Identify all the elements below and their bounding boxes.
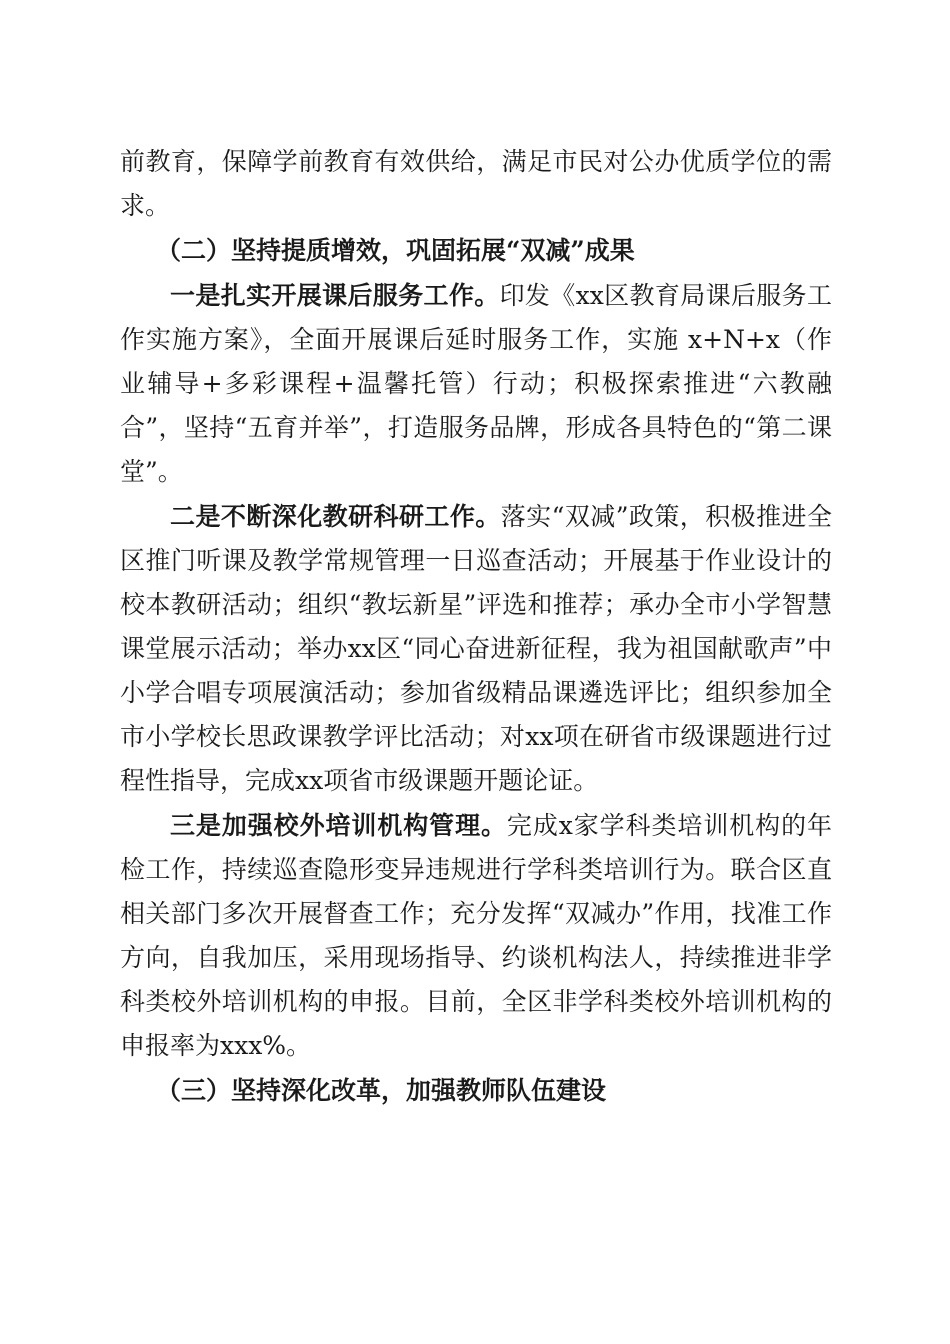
paragraph-body: 落实“双减”政策，积极推进全区推门听课及教学常规管理一日巡查活动；开展基于作业设计的校本教研活动；组织“教坛新星”评选和推荐；承办全市小学智慧课堂展示活动；举办xx区“同心奋进新征程，我为祖国献歌声”中小学合唱专项展演活动；参加省级精品课遴选评比；组织参加全市小学校长思政课教学评比活动；对xx项在研省市级课题进行过程性指导，完成xx项省市级课题开题论证。 xyxy=(120,502,832,795)
paragraph-training-institutions xyxy=(120,804,832,1068)
paragraph-body: 完成x家学科类培训机构的年检工作，持续巡查隐形变异违规进行学科类培训行为。联合区直相关部门多次开展督查工作；充分发挥“双减办”作用，找准工作方向，自我加压，采用现场指导、约谈机构法人，持续推进非学科类校外培训机构的申报。目前，全区非学科类校外培训机构的申报率为xxx%。 xyxy=(120,811,832,1060)
section-heading-2: （二）坚持提质增效，巩固拓展“双减”成果 xyxy=(156,236,635,265)
paragraph-after-school-service xyxy=(120,274,832,494)
document-body xyxy=(120,140,832,1114)
paragraph-lead: 一是扎实开展课后服务工作。 xyxy=(170,281,500,310)
paragraph-lead: 三是加强校外培训机构管理。 xyxy=(170,811,507,840)
paragraph-teaching-research xyxy=(120,495,832,803)
paragraph-body: 印发《xx区教育局课后服务工作实施方案》，全面开展课后延时服务工作，实施 x+N+x（作业辅导+多彩课程+温馨托管）行动；积极探索推进“六教融合”，坚持“五育并举”，打造服务品牌，形成各具特色的“第二课堂”。 xyxy=(120,281,832,486)
intro-paragraph: 前教育，保障学前教育有效供给，满足市民对公办优质学位的需求。 xyxy=(120,147,832,220)
section-heading-3: （三）坚持深化改革，加强教师队伍建设 xyxy=(156,1076,607,1105)
paragraph-lead: 二是不断深化教研科研工作。 xyxy=(170,502,501,531)
